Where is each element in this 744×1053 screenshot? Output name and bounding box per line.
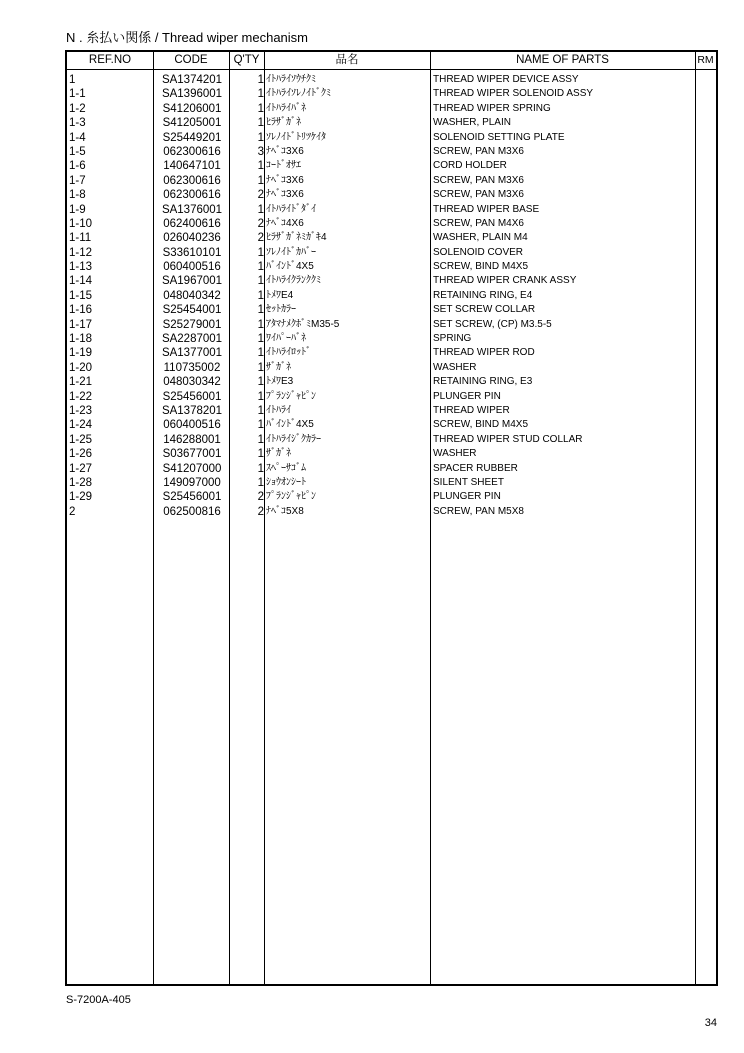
row-part-name: THREAD WIPER bbox=[433, 404, 510, 416]
table-row bbox=[67, 217, 716, 231]
row-code: SA1376001 bbox=[161, 203, 223, 216]
row-jp-name: ﾅﾍﾞｺ5X8 bbox=[266, 505, 304, 517]
row-jp-name: ﾊﾞｲﾝﾄﾞ4X5 bbox=[266, 261, 314, 273]
row-code: 062300616 bbox=[163, 189, 221, 202]
row-qty: 1 bbox=[257, 318, 264, 331]
table-row bbox=[67, 102, 716, 116]
table-row bbox=[67, 361, 716, 375]
row-qty: 1 bbox=[257, 433, 264, 446]
header-rm: RM bbox=[697, 54, 714, 66]
row-jp-name: ｲﾄﾊﾗｲｿｳﾁｸﾐ bbox=[266, 74, 316, 85]
row-code: S25456001 bbox=[162, 491, 222, 504]
row-ref-no: 1-6 bbox=[69, 160, 86, 173]
row-part-name: RETAINING RING, E4 bbox=[433, 289, 533, 301]
row-qty: 1 bbox=[257, 390, 264, 403]
row-qty: 1 bbox=[257, 333, 264, 346]
row-qty: 1 bbox=[257, 476, 264, 489]
row-jp-name: ﾜｲﾊﾟｰﾊﾞﾈ bbox=[266, 333, 306, 345]
row-part-name: SOLENOID SETTING PLATE bbox=[433, 131, 565, 143]
table-row bbox=[67, 116, 716, 130]
row-code: 140647101 bbox=[163, 160, 221, 173]
table-row bbox=[67, 260, 716, 274]
row-ref-no: 1-25 bbox=[69, 433, 93, 446]
row-jp-name: ｲﾄﾊﾗｲﾛｯﾄﾞ bbox=[266, 347, 311, 359]
row-jp-name: ｲﾄﾊﾗｲｿﾚﾉｲﾄﾞｸﾐ bbox=[266, 88, 331, 100]
row-part-name: SOLENOID COVER bbox=[433, 246, 524, 258]
document-code: S-7200A-405 bbox=[66, 994, 131, 1006]
row-jp-name: ｻﾞｶﾞﾈ bbox=[266, 361, 291, 373]
row-ref-no: 1-1 bbox=[69, 88, 86, 101]
row-qty: 2 bbox=[257, 217, 264, 230]
row-part-name: THREAD WIPER ROD bbox=[433, 347, 535, 359]
row-qty: 2 bbox=[257, 505, 264, 518]
row-ref-no: 1-24 bbox=[69, 419, 93, 432]
row-part-name: WASHER, PLAIN bbox=[433, 117, 511, 129]
row-qty: 2 bbox=[257, 189, 264, 202]
row-part-name: THREAD WIPER SOLENOID ASSY bbox=[433, 88, 594, 100]
row-jp-name: ｲﾄﾊﾗｲｼﾞｸｶﾗｰ bbox=[266, 433, 321, 445]
row-jp-name: ﾅﾍﾞｺ4X6 bbox=[266, 217, 304, 229]
table-row bbox=[67, 73, 716, 87]
row-jp-name: ｽﾍﾟｰｻｺﾞﾑ bbox=[266, 462, 306, 474]
row-jp-name: ﾋﾗｻﾞｶﾞﾈﾐｶﾞｷ4 bbox=[266, 232, 327, 244]
row-part-name: SCREW, PAN M3X6 bbox=[433, 189, 524, 201]
header-name-of-parts: NAME OF PARTS bbox=[516, 54, 609, 66]
row-part-name: THREAD WIPER DEVICE ASSY bbox=[433, 74, 579, 85]
row-ref-no: 1-3 bbox=[69, 117, 86, 130]
header-code: CODE bbox=[174, 54, 208, 66]
row-qty: 1 bbox=[257, 347, 264, 360]
row-ref-no: 1-16 bbox=[69, 304, 93, 317]
table-row bbox=[67, 188, 716, 202]
row-code: S25456001 bbox=[162, 390, 222, 403]
row-part-name: RETAINING RING, E3 bbox=[433, 376, 533, 388]
row-part-name: SPRING bbox=[433, 333, 472, 345]
table-row bbox=[67, 462, 716, 476]
table-row bbox=[67, 505, 716, 519]
table-row bbox=[67, 447, 716, 461]
row-jp-name: ｲﾄﾊﾗｲﾄﾞﾀﾞｲ bbox=[266, 203, 316, 215]
row-code: S25454001 bbox=[162, 304, 222, 317]
table-row bbox=[67, 346, 716, 360]
row-code: SA1377001 bbox=[161, 347, 223, 360]
row-qty: 1 bbox=[257, 174, 264, 187]
row-ref-no: 1-19 bbox=[69, 347, 93, 360]
row-part-name: WASHER bbox=[433, 361, 477, 373]
row-ref-no: 1-15 bbox=[69, 289, 93, 302]
row-ref-no: 1-9 bbox=[69, 203, 86, 216]
row-jp-name: ﾄﾒﾜE4 bbox=[266, 289, 294, 301]
table-row bbox=[67, 404, 716, 418]
table-row bbox=[67, 289, 716, 303]
row-ref-no: 1-23 bbox=[69, 404, 93, 417]
row-ref-no: 1-13 bbox=[69, 261, 93, 274]
row-code: S25449201 bbox=[162, 131, 222, 144]
row-ref-no: 1-11 bbox=[69, 232, 92, 245]
row-qty: 1 bbox=[257, 160, 264, 173]
row-part-name: WASHER, PLAIN M4 bbox=[433, 232, 528, 244]
row-code: 110735002 bbox=[163, 361, 221, 374]
table-row bbox=[67, 490, 716, 504]
table-row bbox=[67, 303, 716, 317]
row-code: 026040236 bbox=[163, 232, 221, 245]
header-ref-no: REF.NO bbox=[88, 54, 132, 66]
table-row bbox=[67, 375, 716, 389]
table-body bbox=[67, 73, 716, 519]
table-row bbox=[67, 476, 716, 490]
row-ref-no: 1-28 bbox=[69, 476, 93, 489]
row-jp-name: ﾅﾍﾞｺ3X6 bbox=[266, 189, 304, 201]
row-ref-no: 1-27 bbox=[69, 462, 93, 475]
row-ref-no: 1-4 bbox=[69, 131, 86, 144]
row-code: S03677001 bbox=[162, 448, 222, 461]
row-qty: 1 bbox=[257, 289, 264, 302]
table-row bbox=[67, 131, 716, 145]
row-part-name: THREAD WIPER CRANK ASSY bbox=[433, 275, 577, 287]
row-qty: 1 bbox=[257, 419, 264, 432]
row-code: SA1967001 bbox=[161, 275, 223, 288]
row-part-name: SET SCREW, (CP) M3.5-5 bbox=[433, 318, 552, 330]
row-jp-name: ｾｯﾄｶﾗｰ bbox=[266, 304, 296, 316]
row-ref-no: 2 bbox=[69, 505, 76, 518]
row-code: S33610101 bbox=[162, 246, 222, 259]
row-jp-name: ｿﾚﾉｲﾄﾞﾄﾘﾂｹｲﾀ bbox=[266, 131, 326, 143]
row-code: S41206001 bbox=[162, 102, 222, 115]
row-code: 062300616 bbox=[163, 145, 221, 158]
table-row bbox=[67, 332, 716, 346]
table-row bbox=[67, 274, 716, 288]
row-part-name: SCREW, PAN M3X6 bbox=[433, 145, 524, 157]
row-code: S41207000 bbox=[162, 462, 222, 475]
header-qty: Q'TY bbox=[233, 54, 260, 66]
row-ref-no: 1-12 bbox=[69, 246, 93, 259]
header-divider bbox=[67, 69, 716, 70]
table-row bbox=[67, 159, 716, 173]
row-jp-name: ﾌﾟﾗﾝｼﾞｬﾋﾟﾝ bbox=[266, 491, 316, 503]
row-ref-no: 1-17 bbox=[69, 318, 93, 331]
row-part-name: SCREW, BIND M4X5 bbox=[433, 419, 529, 431]
row-qty: 2 bbox=[257, 491, 264, 504]
page-number: 34 bbox=[704, 1017, 717, 1029]
row-jp-name: ﾅﾍﾞｺ3X6 bbox=[266, 145, 304, 157]
table-row bbox=[67, 87, 716, 101]
row-code: 048030342 bbox=[163, 376, 221, 389]
row-qty: 1 bbox=[257, 117, 264, 130]
row-qty: 1 bbox=[257, 448, 264, 461]
row-code: 062500816 bbox=[163, 505, 221, 518]
row-qty: 1 bbox=[257, 102, 264, 115]
row-code: SA2287001 bbox=[161, 333, 223, 346]
row-qty: 1 bbox=[257, 304, 264, 317]
row-part-name: THREAD WIPER STUD COLLAR bbox=[433, 433, 583, 445]
row-jp-name: ﾌﾟﾗﾝｼﾞｬﾋﾟﾝ bbox=[266, 390, 316, 402]
row-code: S41205001 bbox=[162, 117, 222, 130]
row-part-name: SCREW, PAN M4X6 bbox=[433, 217, 524, 229]
row-jp-name: ｲﾄﾊﾗｲﾊﾞﾈ bbox=[266, 102, 306, 114]
table-row bbox=[67, 418, 716, 432]
row-qty: 1 bbox=[257, 404, 264, 417]
row-ref-no: 1-18 bbox=[69, 333, 93, 346]
row-qty: 1 bbox=[257, 88, 264, 101]
row-ref-no: 1-5 bbox=[69, 145, 86, 158]
row-qty: 1 bbox=[257, 131, 264, 144]
row-ref-no: 1-10 bbox=[69, 217, 93, 230]
row-code: 146288001 bbox=[163, 433, 221, 446]
page-title: N . 糸払い関係 / Thread wiper mechanism bbox=[66, 30, 309, 45]
row-jp-name: ｻﾞｶﾞﾈ bbox=[266, 448, 291, 460]
row-code: S25279001 bbox=[162, 318, 222, 331]
row-jp-name: ｼｮｳｵﾝｼｰﾄ bbox=[266, 476, 306, 488]
row-part-name: THREAD WIPER SPRING bbox=[433, 102, 551, 114]
row-jp-name: ﾋﾗｻﾞｶﾞﾈ bbox=[266, 117, 301, 129]
row-part-name: THREAD WIPER BASE bbox=[433, 203, 540, 215]
row-jp-name: ﾄﾒﾜE3 bbox=[266, 376, 294, 388]
table-row bbox=[67, 246, 716, 260]
row-code: 060400516 bbox=[163, 261, 221, 274]
row-qty: 1 bbox=[257, 74, 264, 86]
row-code: SA1396001 bbox=[161, 88, 223, 101]
row-jp-name: ｺｰﾄﾞｵｻｴ bbox=[266, 160, 301, 172]
table-row bbox=[67, 203, 716, 217]
row-ref-no: 1-29 bbox=[69, 491, 93, 504]
row-qty: 1 bbox=[257, 361, 264, 374]
row-code: 062300616 bbox=[163, 174, 221, 187]
row-ref-no: 1-14 bbox=[69, 275, 93, 288]
row-ref-no: 1 bbox=[69, 74, 76, 86]
row-code: 062400616 bbox=[163, 217, 221, 230]
row-part-name: PLUNGER PIN bbox=[433, 491, 501, 503]
row-qty: 1 bbox=[257, 203, 264, 216]
row-part-name: SPACER RUBBER bbox=[433, 462, 518, 474]
row-code: SA1378201 bbox=[161, 404, 223, 417]
row-jp-name: ﾅﾍﾞｺ3X6 bbox=[266, 174, 304, 186]
row-ref-no: 1-22 bbox=[69, 390, 93, 403]
row-code: 048040342 bbox=[163, 289, 221, 302]
parts-table bbox=[65, 50, 718, 986]
row-jp-name: ｲﾄﾊﾗｲｸﾗﾝｸｸﾐ bbox=[266, 275, 321, 287]
row-jp-name: ｱﾀﾏﾅﾒｸﾎﾞﾐM35-5 bbox=[266, 318, 340, 330]
row-part-name: SET SCREW COLLAR bbox=[433, 304, 536, 316]
table-row bbox=[67, 231, 716, 245]
table-row bbox=[67, 145, 716, 159]
row-part-name: SCREW, BIND M4X5 bbox=[433, 261, 529, 273]
header-jp-name: 品名 bbox=[335, 54, 359, 66]
row-qty: 1 bbox=[257, 246, 264, 259]
row-ref-no: 1-2 bbox=[69, 102, 86, 115]
row-part-name: SCREW, PAN M5X8 bbox=[433, 505, 524, 517]
row-qty: 1 bbox=[257, 376, 264, 389]
row-code: 060400516 bbox=[163, 419, 221, 432]
row-part-name: SILENT SHEET bbox=[433, 476, 504, 488]
row-code: SA1374201 bbox=[161, 74, 223, 86]
row-qty: 1 bbox=[257, 462, 264, 475]
row-ref-no: 1-20 bbox=[69, 361, 93, 374]
row-ref-no: 1-26 bbox=[69, 448, 93, 461]
row-part-name: WASHER bbox=[433, 448, 477, 460]
row-ref-no: 1-21 bbox=[69, 376, 93, 389]
row-qty: 2 bbox=[257, 232, 264, 245]
row-jp-name: ﾊﾞｲﾝﾄﾞ4X5 bbox=[266, 419, 314, 431]
table-row bbox=[67, 174, 716, 188]
row-part-name: CORD HOLDER bbox=[433, 160, 507, 172]
row-jp-name: ｲﾄﾊﾗｲ bbox=[266, 404, 291, 416]
table-row bbox=[67, 390, 716, 404]
row-qty: 1 bbox=[257, 275, 264, 288]
table-row bbox=[67, 318, 716, 332]
row-part-name: PLUNGER PIN bbox=[433, 390, 501, 402]
table-row bbox=[67, 433, 716, 447]
row-qty: 3 bbox=[257, 145, 264, 158]
row-ref-no: 1-7 bbox=[69, 174, 86, 187]
row-code: 149097000 bbox=[163, 476, 221, 489]
row-qty: 1 bbox=[257, 261, 264, 274]
row-part-name: SCREW, PAN M3X6 bbox=[433, 174, 524, 186]
row-jp-name: ｿﾚﾉｲﾄﾞｶﾊﾞｰ bbox=[266, 246, 316, 258]
row-ref-no: 1-8 bbox=[69, 189, 86, 202]
